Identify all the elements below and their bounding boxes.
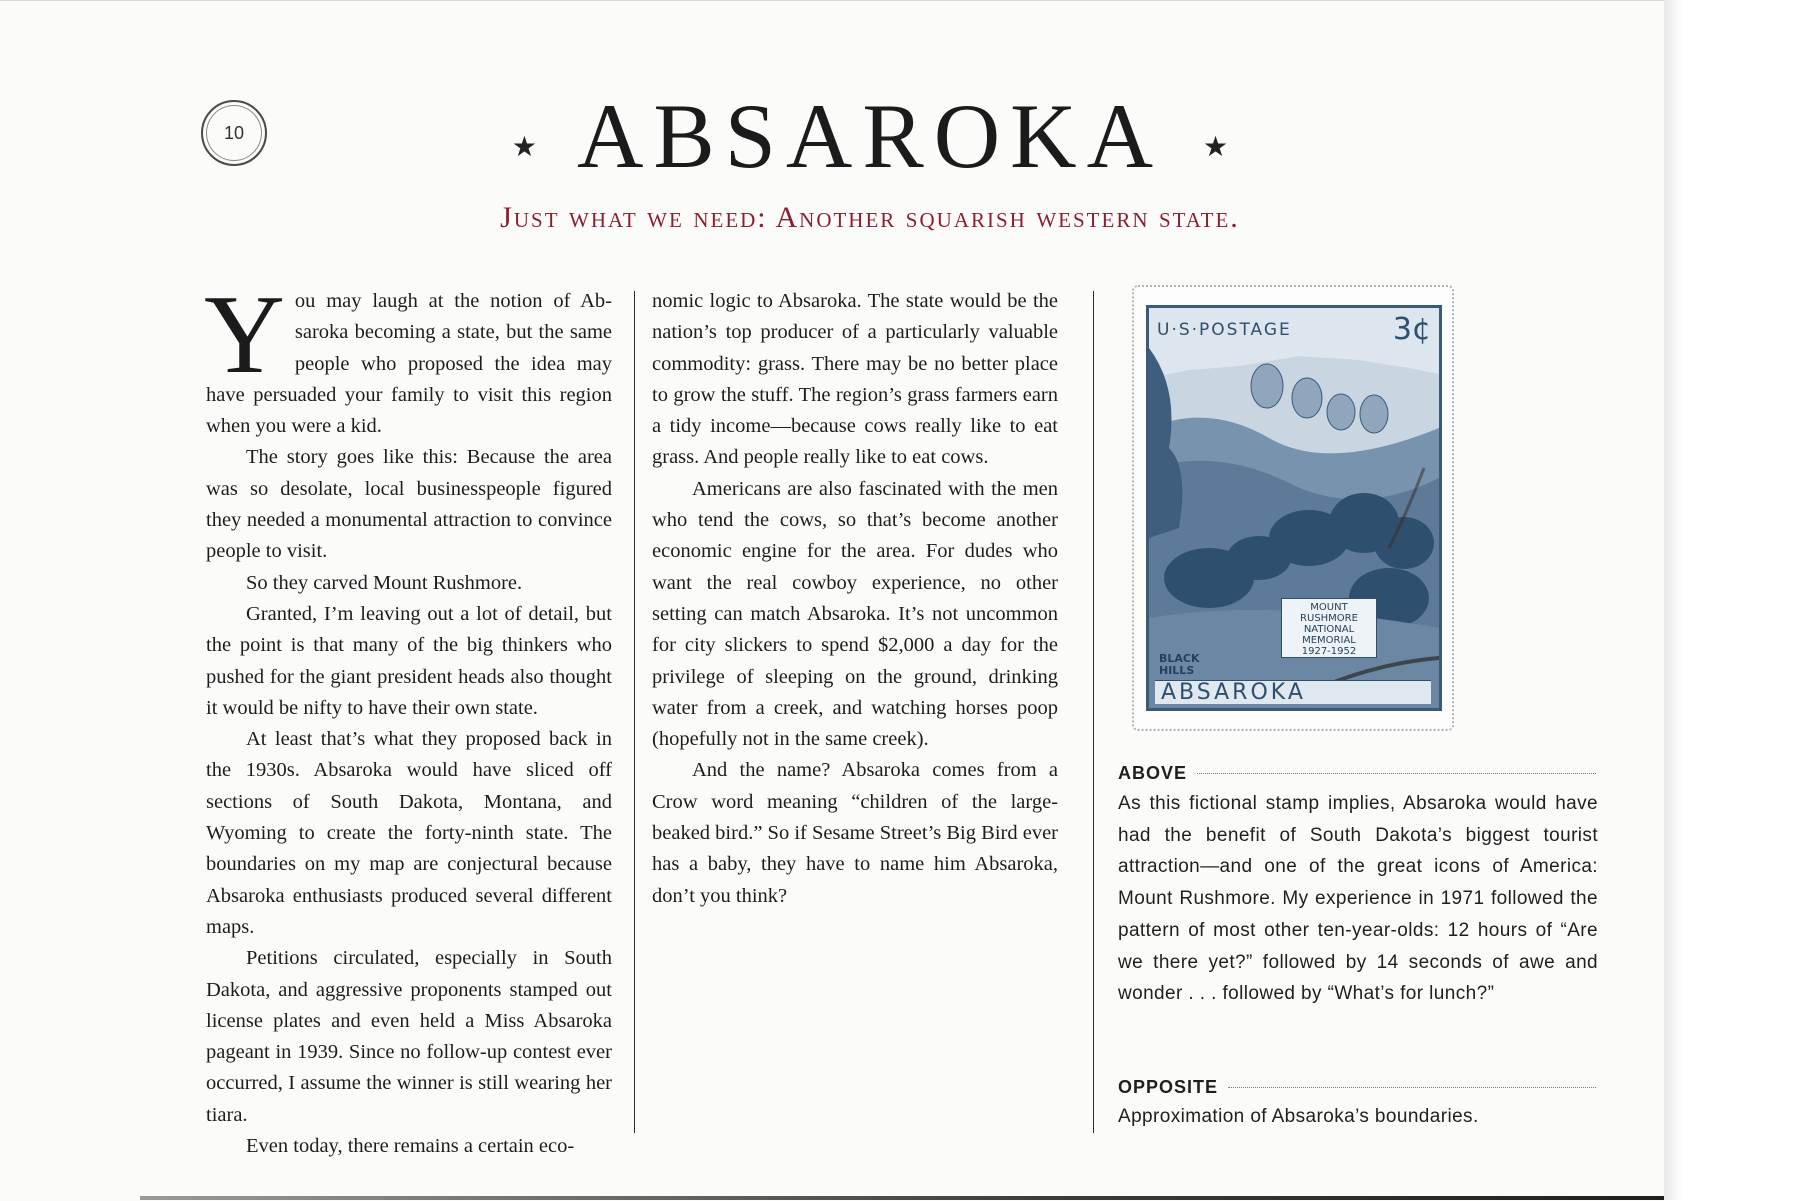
body-paragraph: Even today, there remains a certain eco- [246,1135,575,1158]
column-divider [634,291,635,1133]
page-title: ABSAROKA [576,85,1164,187]
stamp-illustration [1132,285,1454,731]
title-row [480,81,1260,191]
body-column-2 [652,286,1058,912]
stamp-state-name: ABSAROKA [1155,680,1431,704]
subtitle: Just what we need: Another squarish western state. [500,201,1240,234]
caption-opposite-heading [1118,1075,1596,1099]
page-gutter [1664,0,1800,1200]
caption-opposite-label: OPPOSITE [1118,1076,1219,1097]
star-left-icon: ★ [511,132,537,163]
page-number-badge [201,100,267,166]
column-divider [1093,291,1094,1133]
body-paragraph: The story goes like this: Because the area was so desolate, local businesspeople figured they needed a monumental attraction to convince people to visit. [206,446,612,563]
stamp-hills-label: BLACK HILLS [1159,652,1200,677]
drop-cap: Y [204,273,285,397]
stamp-header [1157,312,1431,352]
caption-dotted-rule [1197,773,1596,774]
stamp-postage-label: U·S·POSTAGE [1157,320,1292,340]
caption-above-heading [1118,761,1596,785]
body-column-1 [204,273,612,1162]
stamp-frame [1146,305,1442,711]
caption-dotted-rule [1228,1087,1596,1088]
page-number: 10 [223,122,245,143]
stamp-memorial-sign: MOUNT RUSHMORE NATIONAL MEMORIAL 1927-1952 [1281,598,1377,658]
body-paragraph: At least that’s what they proposed back in the 1930s. Absaroka would have sliced off sections of South Dakota, Montana, and Wyoming to create the forty-ninth state. The boundaries on my map are conjectural because Absaroka enthusiasts produced several different maps. [206,728,612,938]
body-paragraph: And the name? Absaroka comes from a Crow word meaning “children of the large-beaked bird.” So if Sesame Street’s Big Bird ever has a baby, they have to name him Absaroka, don’t you think? [652,759,1058,907]
stamp-denomination: 3¢ [1392,312,1431,347]
star-right-icon: ★ [1203,132,1229,163]
page-bottom-edge [140,1196,1664,1200]
body-paragraph: Americans are also fascinated with the men who tend the cows, so that’s become another economic engine for the area. For dudes who want the real cowboy experience, no other setting can match Absaroka. It’s not uncommon for city slickers to spend $2,000 a day for the privilege of sleeping on the ground, drinking water from a creek, and watching horses poop (hopefully not in the same creek). [652,477,1058,751]
body-paragraph: Granted, I’m leaving out a lot of detail, but the point is that many of the big thinkers who pushed for the giant president heads also thought it would be nifty to have their own state. [206,602,612,719]
caption-opposite-text: Approximation of Absaroka’s boundaries. [1118,1106,1479,1127]
body-paragraph: nomic logic to Absaroka. The state would be the nation’s top producer of a particularly valuable commodity: grass. There may be no better place to grow the stuff. The region’s grass farmers earn a tidy income—because cows really like to eat grass. And people really like to eat cows. [652,290,1058,469]
body-paragraph: Petitions circulated, especially in South Dakota, and aggressive proponents stamped out license plates and even held a Miss Absaroka pageant in 1939. Since no follow-up contest ever occurred, I assume the winner is still wearing her tiara. [206,947,612,1126]
body-paragraph: So they carved Mount Rushmore. [246,571,523,594]
caption-above-text: As this fictional stamp implies, Absaroka would have had the benefit of South Dakota’s biggest tourist attraction—and one of the great icons of America: Mount Rushmore. My experience in 1971 followed the pattern of most other ten-year-olds: 12 hours of “Are we there yet?” followed by 14 seconds of awe and wonder . . . followed by “What’s for lunch?” [1118,793,1598,1005]
body-paragraph: You may laugh at the notion of Absaroka becoming a state, but the same people who proposed the idea may have persuaded your family to visit this region when you were a kid. [204,273,612,438]
caption-above-label: ABOVE [1118,762,1188,783]
